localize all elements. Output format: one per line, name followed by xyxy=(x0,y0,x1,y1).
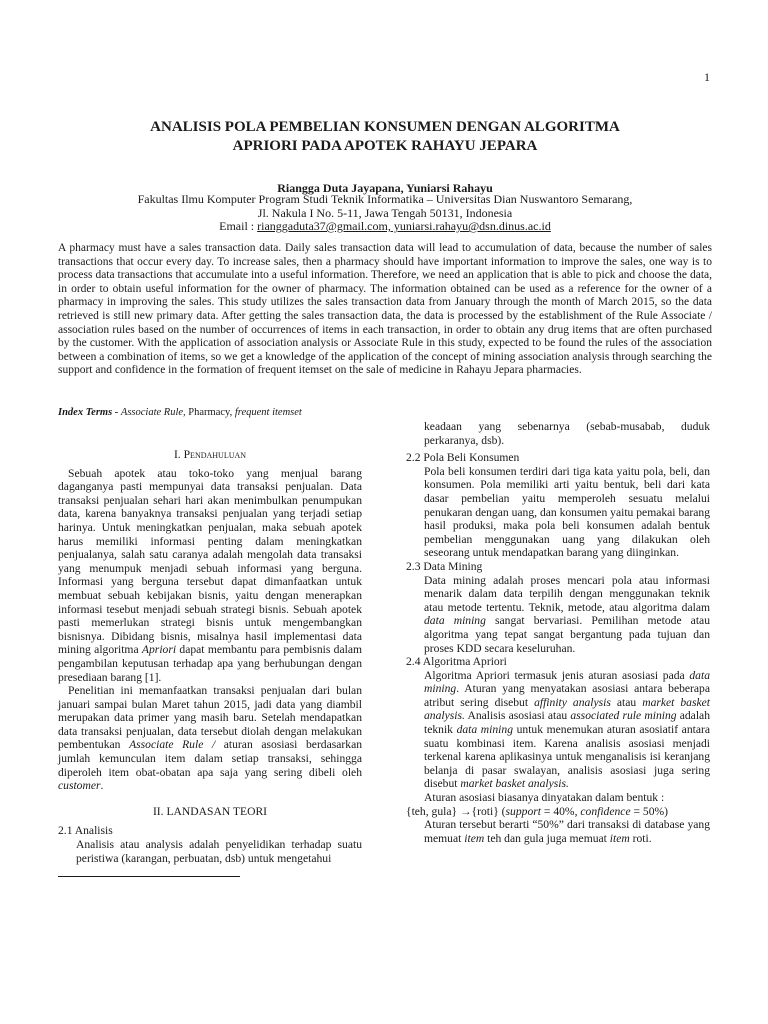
dm-text-a: Data mining adalah proses mencari pola atau informasi menarik dalam data terpilih dengan menggunakan teknik atau metode tertentu. Teknik, metode, atau algoritma dalam xyxy=(424,573,710,614)
title-line-1: ANALISIS POLA PEMBELIAN KONSUMEN DENGAN ALGORITMA xyxy=(150,119,620,135)
ap-text-f: untuk menemukan aturan asosiatif antara suatu kombinasi item. Karena analisis asosiasi menjadi terkenal karena aplikasinya untuk menganalisis isi keranjang belanja di pasar swalayan, analisis asosiasi juga sering disebut xyxy=(424,723,710,791)
intro-p1-italic: Apriori xyxy=(141,643,177,657)
ap-italic-1: data mining xyxy=(424,668,710,696)
email-addresses[interactable]: rianggaduta37@gmail.com, yuniarsi.rahayu@dsn.dinus.ac.id xyxy=(257,219,551,233)
ap-italic-5: data mining xyxy=(456,723,513,737)
rule-explanation xyxy=(406,818,710,845)
rule-confidence-label: confidence xyxy=(580,804,631,818)
rule-consequent: {roti} ( xyxy=(471,804,506,818)
rule-support-value: = 40%, xyxy=(540,804,581,818)
index-term-1: Associate Rule, xyxy=(120,407,186,418)
index-terms xyxy=(58,407,388,418)
ap-italic-6: market basket analysis. xyxy=(460,777,569,791)
intro-p1-text: Sebuah apotek atau toko-toko yang menjual barang daganganya pasti mempunyai data transaksi penjualan. Data transaksi penjualan sehari hari akan menimbulkan penumpukan data, karena banyaknya transaksi penjualan yang terjadi setiap harinya. Untuk meningkatkan penjualan, maka sebuah apotek harus memiliki informasi penting dalam meningkatkan penjualanya, salah satu caranya adalah mengolah data transaksi yang menumpuk menjadi sebuah informasi yang berguna. Informasi yang berguna tersebut dapat dimanfaatkan untuk membuat sebuah kebijakan bisnis, yaitu dengan menerapkan informasi tesebut menjadi sebuah strategi bisnis. Sebuah apotek pasti memerlukan strategi bisnis untuk mengembangkan bisnisnya. Dibidang bisnis, misalnya hasil implementasi data mining algoritma xyxy=(58,466,362,657)
intro-p2-text: Penelitian ini memanfaatkan transaksi penjualan dari bulan januari sampai bulan Maret tahun 2015, jadi data yang diambil merupakan data primer yang masih baru. Setelah mendapatkan data transaksi penjualan, data tersebut diolah dengan melakukan pembentukan xyxy=(58,684,362,752)
index-term-2: Pharmacy, xyxy=(185,407,235,418)
section-1-number: I. xyxy=(173,448,184,461)
ap-text-d: Analisis asosiasi atau xyxy=(464,709,571,723)
intro-p1-end: dapat membantu para pembisnis dalam pengambilan keputusan terhadap apa yang berhubungan dengan presediaan barang [1]. xyxy=(58,643,363,684)
subsection-2-2-heading: 2.2 Pola Beli Konsumen xyxy=(406,451,520,465)
rule-example xyxy=(406,805,710,819)
subsection-2-2-body: Pola beli konsumen terdiri dari tiga kata yaitu pola, beli, dan konsumen. Pola memiliki arti yaitu bentuk, beli dari kata dasar pembelian yaitu memperoleh sesuatu melalui penukaran dengan uang, dan konsumen yaitu pemakai barang hasil produksi, maka pola beli konsumen adalah bentuk pembelian menggunakan uang yang dilakukan oleh seseorang untuk mendapatkan barang yang diinginkan. xyxy=(424,464,710,560)
left-column xyxy=(58,448,362,865)
ap-text-b: . Aturan yang menyatakan asosiasi antara beberapa atribut sering disebut xyxy=(424,682,710,709)
email-label: Email : xyxy=(219,219,258,233)
paper-title xyxy=(60,118,710,156)
ap-text-a: Algoritma Apriori termasuk jenis aturan asosiasi pada xyxy=(424,668,690,682)
section-1-heading xyxy=(58,448,362,462)
subsection-2-3-heading: 2.3 Data Mining xyxy=(406,559,483,573)
affiliation xyxy=(60,193,710,234)
subsection-2-3-body xyxy=(406,574,710,656)
subsection-2-4-heading: 2.4 Algoritma Apriori xyxy=(406,655,507,669)
subsection-2-1-heading: 2.1 Analisis xyxy=(58,824,113,838)
dm-italic: data mining xyxy=(424,614,486,628)
expl-text-a: Aturan tersebut berarti “50%” dari transaksi di database yang memuat xyxy=(424,818,710,845)
rule-intro: Aturan asosiasi biasanya dinyatakan dalam bentuk : xyxy=(424,791,665,805)
dm-text-b: sangat bervariasi. Pemilihan metode atau algoritma yang tepat sangat bergantung pada tujuan dan proses KDD secara keseluruhan. xyxy=(424,614,710,655)
ap-italic-4: associated rule mining xyxy=(570,709,677,723)
abstract: A pharmacy must have a sales transaction data. Daily sales transaction data will lead to accumulation of data, because the number of sales transactions that occur every day. To increase sales, then a pharmacy should have important information to improve the sales, one way is to process data transactions that accumulate into a useful information. Therefore, we need an application that is able to pick and choose the data, in order to obtain useful information for the owner of pharmacy. The information obtained can be used as a reference for the owner of a pharmacy in improving the sales. This study utilizes the sales transaction data from January through the month of March 2015, so the data retrieved is still new primary data. After getting the sales transaction data, the data is processed by the establishment of the Rule Associate / association rules based on the number of occurrences of items in each transaction, in order to obtain any drug items that are often purchased by the customer. With the application of association analysis or Associate Rule in this study, expected to be found the rules of the association between a combination of items, so we get a knowledge of the application of the concept of mining association analysis through searching the support and confidence in the formation of frequent itemset on the sale of medicine in Rahayu Jepara pharmacies. xyxy=(58,242,712,377)
intro-paragraph-1 xyxy=(58,467,362,685)
rule-antecedent: {teh, gula} xyxy=(406,804,460,818)
subsection-2-1-body: Analisis atau analysis adalah penyelidikan terhadap suatu peristiwa (karangan, perbuatan, dsb) untuk mengetahui xyxy=(76,838,362,865)
ap-italic-3: market basket analysis. xyxy=(424,695,711,723)
expl-italic-2: item xyxy=(609,831,630,845)
rule-confidence-value: = 50%) xyxy=(630,804,669,818)
section-2-heading: II. LANDASAN TEORI xyxy=(152,804,268,818)
section-1-title: Pendahuluan xyxy=(183,448,247,461)
email-line xyxy=(60,220,710,234)
subsection-2-1-continued: keadaan yang sebenarnya (sebab-musabab, duduk perkaranya, dsb). xyxy=(424,420,710,447)
title-line-2: APRIORI PADA APOTEK RAHAYU JEPARA xyxy=(232,138,538,154)
intro-p2-mid: aturan asosiasi berdasarkan jumlah kemunculan item dalam setiap transaksi, sehingga diperoleh item obat-obatan apa saja yang sering dibeli oleh xyxy=(58,738,363,779)
intro-p2-italic: Associate Rule / xyxy=(129,738,216,752)
ap-italic-2: affinity analysis xyxy=(534,695,611,709)
ap-text-c: atau xyxy=(610,695,643,709)
right-column xyxy=(406,420,710,845)
subsection-2-4-body xyxy=(406,669,710,791)
affiliation-line-1: Fakultas Ilmu Komputer Program Studi Teknik Informatika – Universitas Dian Nuswantoro Semarang, xyxy=(137,192,633,206)
intro-p2-end: . xyxy=(100,779,104,793)
expl-text-b: teh dan gula juga memuat xyxy=(484,831,610,845)
intro-paragraph-2 xyxy=(58,684,362,793)
affiliation-line-2: Jl. Nakula I No. 5-11, Jawa Tengah 50131, Indonesia xyxy=(257,205,513,220)
ap-text-e: adalah teknik xyxy=(424,709,710,737)
footnote-rule xyxy=(58,876,240,877)
rule-support-label: support xyxy=(505,804,541,818)
intro-p2-italic-2: customer xyxy=(58,779,101,793)
expl-italic-1: item xyxy=(464,831,485,845)
index-term-3: frequent itemset xyxy=(234,407,302,418)
arrow-right-icon: → xyxy=(459,804,472,818)
index-terms-label: Index Terms - xyxy=(58,407,121,418)
author-names: Riangga Duta Jayapana, Yuniarsi Rahayu xyxy=(277,181,493,195)
expl-text-c: roti. xyxy=(629,831,652,845)
page-number: 1 xyxy=(704,70,710,84)
